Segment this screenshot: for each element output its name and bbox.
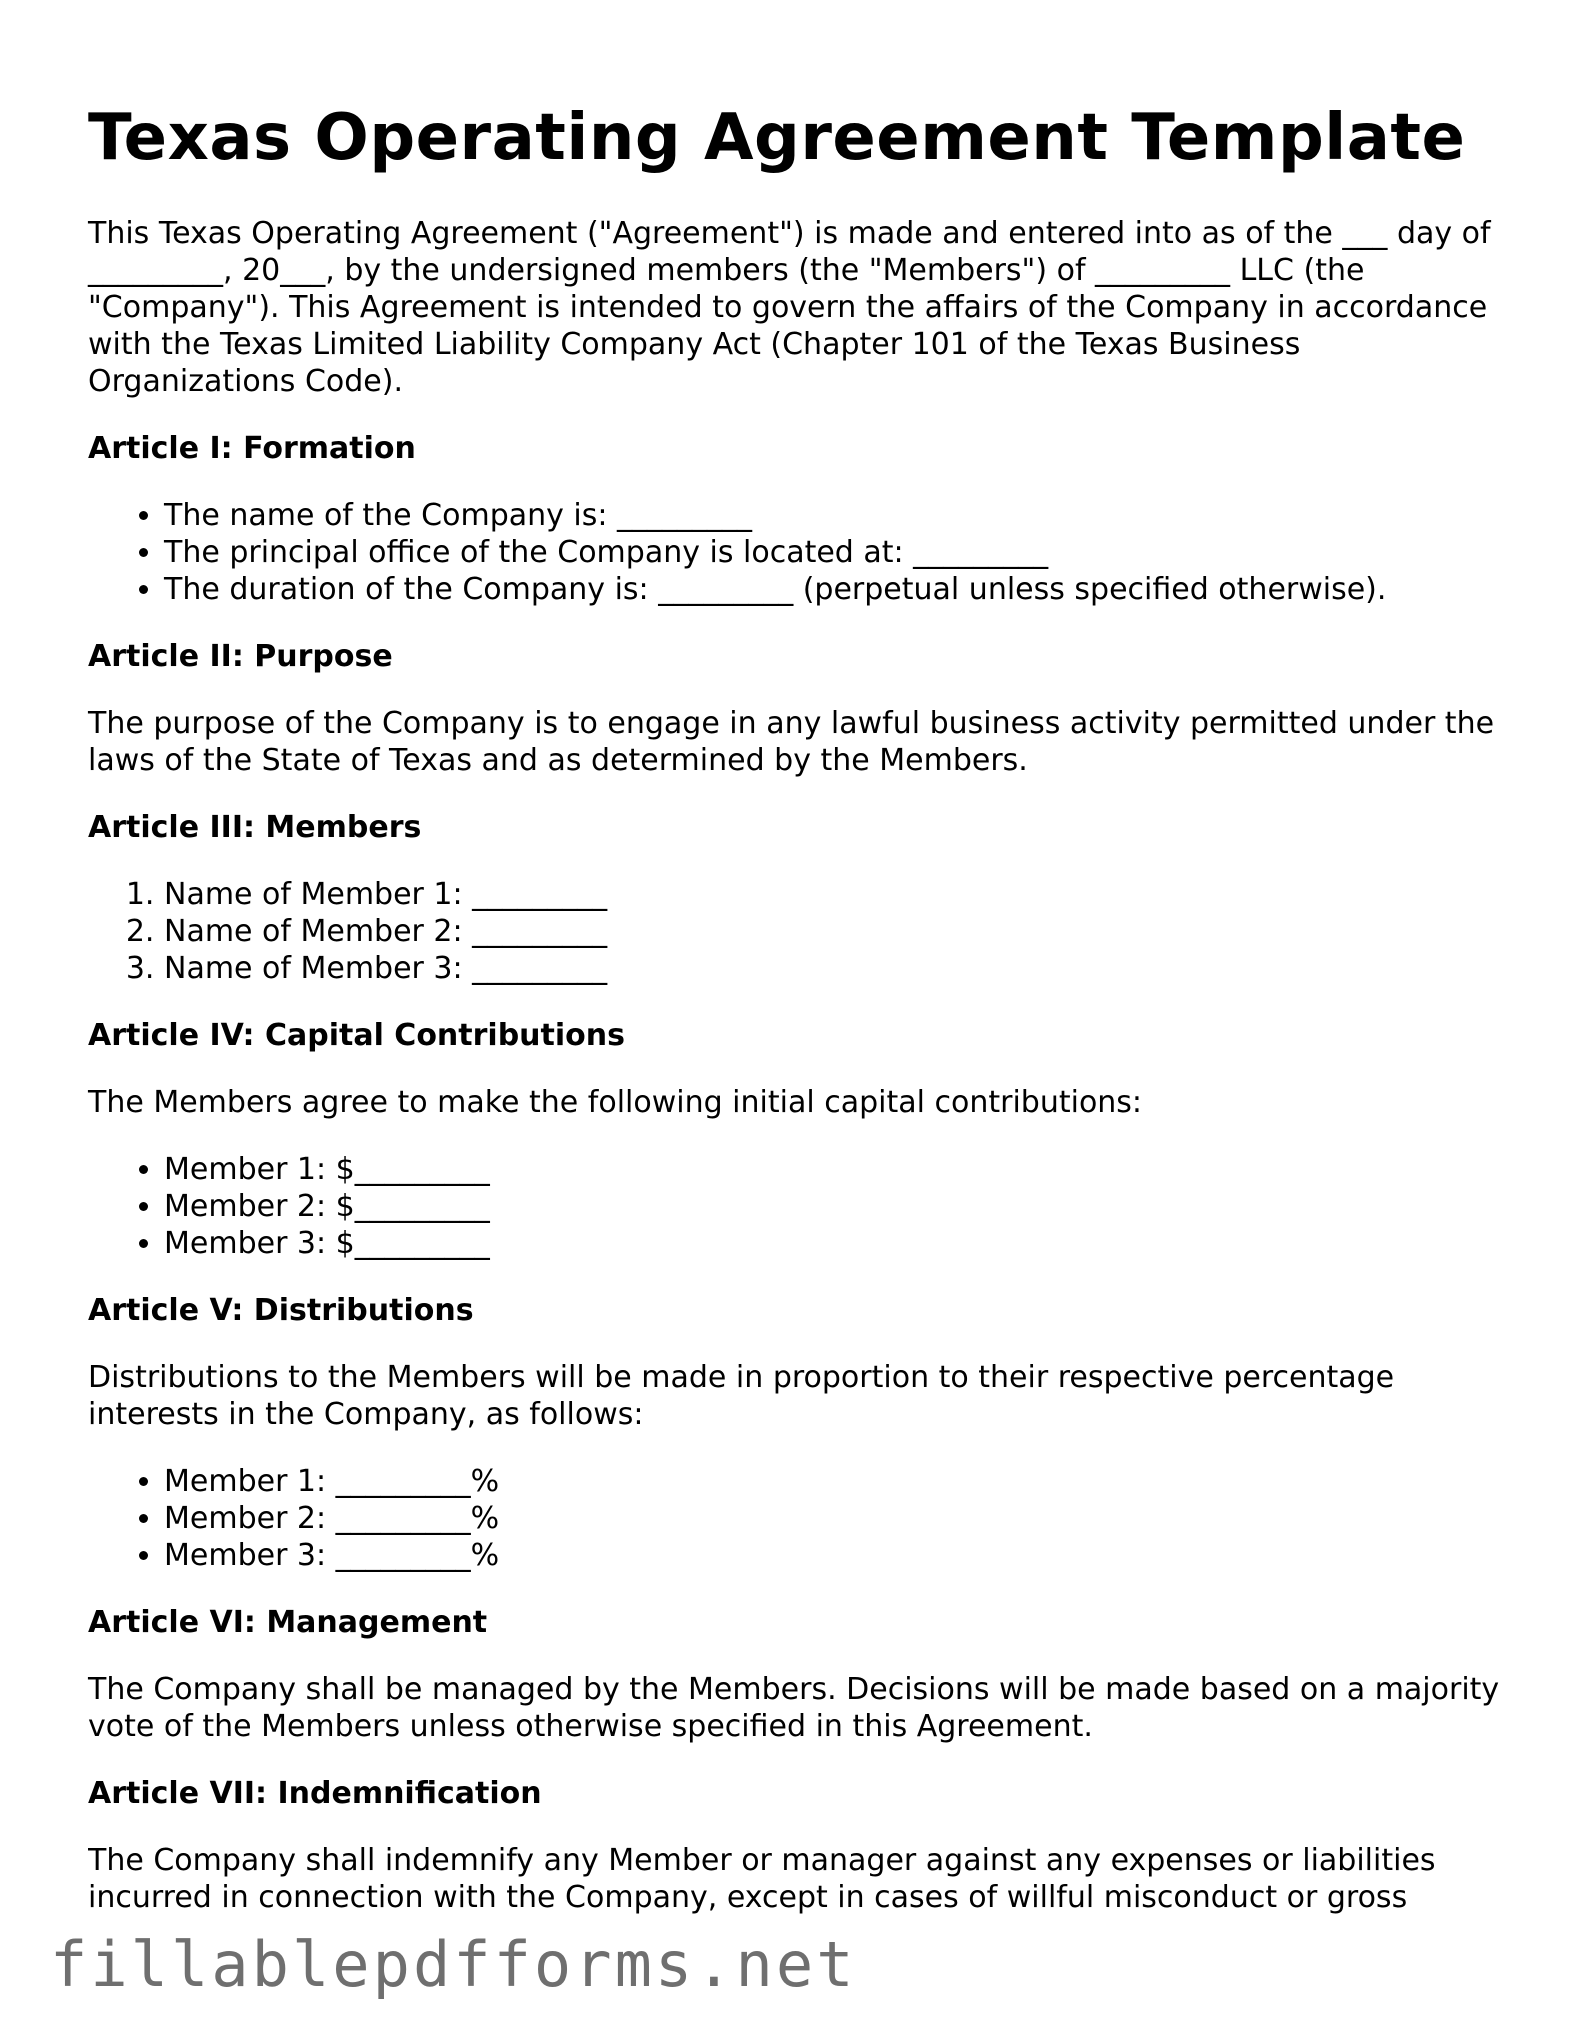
article-5-text: Distributions to the Members will be made in proportion to their respective percentage interests in the Company, as follows: [88,1359,1395,1432]
article-6-heading: Article VI: Management [88,1604,488,1640]
list-item: • The duration of the Company is: _________ (perpetual unless specified otherwise). [164,571,1508,608]
list-item: • Member 1: _________% [164,1463,1508,1500]
article-1-list [88,497,1508,608]
document-page [88,100,1508,1916]
article-5-list [88,1463,1508,1574]
list-item: • The principal office of the Company is located at: _________ [164,534,1508,571]
article-7-text: The Company shall indemnify any Member or manager against any expenses or liabilities incurred in connection with the Company, except in cases of willful misconduct or gross [88,1842,1436,1915]
article-5-heading: Article V: Distributions [88,1292,474,1328]
list-item: • Member 2: $_________ [164,1188,1508,1225]
watermark-text: fillablepdfforms.net [50,1928,867,2001]
list-item: 2. Name of Member 2: _________ [164,913,1508,950]
article-3-list [88,876,1508,987]
list-item: 1. Name of Member 1: _________ [164,876,1508,913]
list-item: • Member 3: $_________ [164,1225,1508,1262]
list-item: • Member 2: _________% [164,1500,1508,1537]
list-item: • The name of the Company is: _________ [164,497,1508,534]
article-7-heading: Article VII: Indemnification [88,1775,542,1811]
article-1-heading: Article I: Formation [88,430,416,466]
intro-paragraph: This Texas Operating Agreement ("Agreement") is made and entered into as of the ___ day of _________, 20___, by the undersigned members (the "Members") of _________ LLC (the "Company"). This Agreement is intended to govern the affairs of the Company in accordance with the Texas Limited Liability Company Act (Chapter 101 of the Texas Business Organizations Code). [88,215,1491,399]
article-6-text: The Company shall be managed by the Members. Decisions will be made based on a majority vote of the Members unless otherwise specified in this Agreement. [88,1671,1500,1744]
article-4-heading: Article IV: Capital Contributions [88,1017,625,1053]
article-3-heading: Article III: Members [88,809,422,845]
article-2-heading: Article II: Purpose [88,638,393,674]
list-item: 3. Name of Member 3: _________ [164,950,1508,987]
document-title: Texas Operating Agreement Template [88,101,1466,175]
list-item: • Member 3: _________% [164,1537,1508,1574]
article-4-text: The Members agree to make the following initial capital contributions: [88,1084,1143,1120]
list-item: • Member 1: $_________ [164,1151,1508,1188]
article-2-text: The purpose of the Company is to engage in any lawful business activity permitted under the laws of the State of Texas and as determined by the Members. [88,705,1495,778]
article-4-list [88,1151,1508,1262]
